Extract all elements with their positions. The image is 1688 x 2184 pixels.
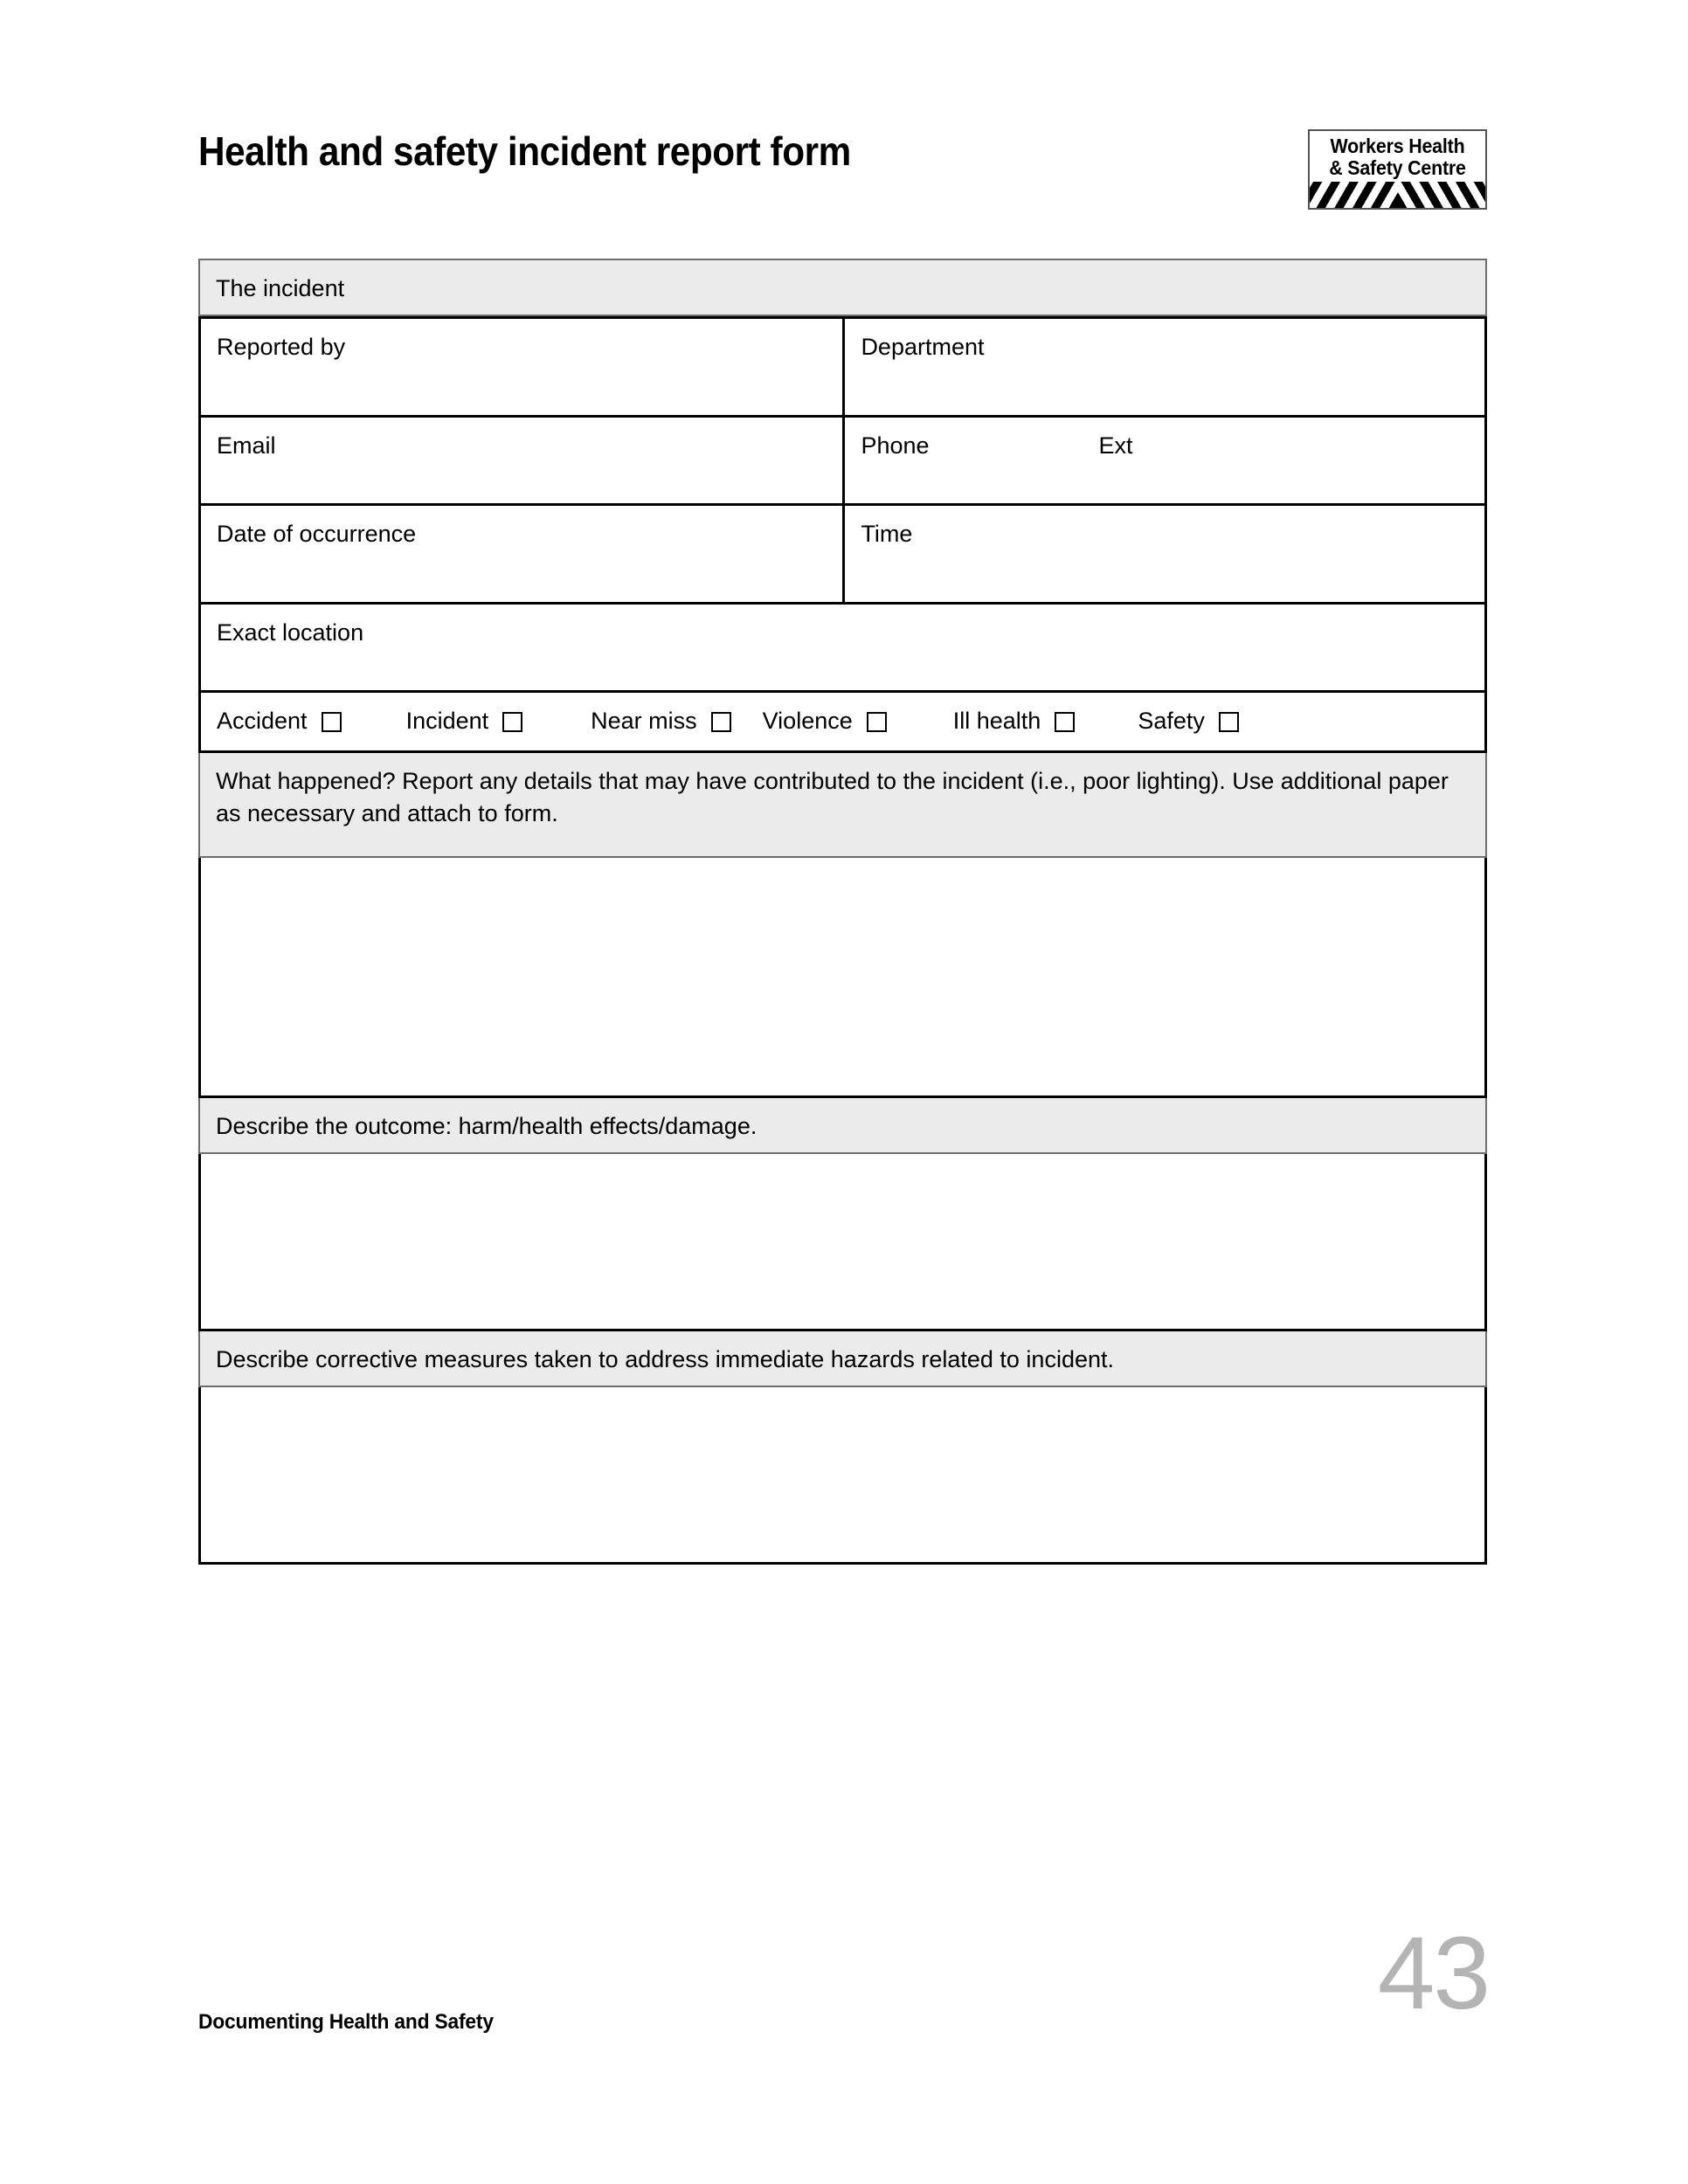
checkbox-accident-box[interactable] xyxy=(322,712,342,732)
row-date-time xyxy=(198,506,1487,605)
field-time[interactable]: Time xyxy=(861,521,913,547)
checkbox-safety[interactable] xyxy=(1138,705,1239,737)
checkbox-incident[interactable] xyxy=(406,705,523,737)
row-corrective-instruction xyxy=(198,1331,1487,1387)
checkbox-incident-box[interactable] xyxy=(502,712,522,732)
checkbox-violence-box[interactable] xyxy=(867,712,887,732)
row-email-phone xyxy=(198,418,1487,506)
incident-types-cell xyxy=(201,693,1484,750)
field-exact-location[interactable]: Exact location xyxy=(217,619,364,646)
hazard-stripes-left xyxy=(1310,182,1398,208)
field-email[interactable]: Email xyxy=(201,418,845,503)
checkbox-ill-health-box[interactable] xyxy=(1055,712,1075,732)
checkbox-near-miss[interactable] xyxy=(591,705,731,737)
instruction-corrective-measures: Describe corrective measures taken to address immediate hazards related to incident. xyxy=(216,1346,1114,1372)
logo-line-1: Workers Health xyxy=(1330,135,1465,157)
checkbox-violence-label: Violence xyxy=(762,708,853,735)
row-incident-types xyxy=(198,693,1487,753)
checkbox-safety-box[interactable] xyxy=(1219,712,1239,732)
checkbox-ill-health[interactable] xyxy=(953,705,1076,737)
section-header-the-incident: The incident xyxy=(216,275,345,301)
field-department[interactable]: Department xyxy=(861,334,985,360)
incident-report-form xyxy=(198,259,1487,1565)
incident-type-list xyxy=(201,693,1484,750)
row-reported-by-department xyxy=(198,316,1487,418)
row-exact-location xyxy=(198,605,1487,693)
checkbox-near-miss-label: Near miss xyxy=(591,708,697,735)
checkbox-violence[interactable] xyxy=(763,705,887,737)
phone-ext-line xyxy=(861,430,1469,462)
checkbox-incident-label: Incident xyxy=(405,708,489,735)
instruction-what-happened: What happened? Report any details that may have contributed to the incident (i.e., poor lighting). Use additional paper as necessary and attach to form. xyxy=(216,768,1449,827)
field-date-of-occurrence[interactable]: Date of occurrence xyxy=(201,506,845,602)
footer-section-label: Documenting Health and Safety xyxy=(198,2010,494,2034)
row-what-happened-instruction xyxy=(198,753,1487,858)
row-outcome-instruction xyxy=(198,1098,1487,1154)
answer-outcome[interactable] xyxy=(201,1154,1484,1329)
logo-text xyxy=(1316,135,1479,179)
answer-what-happened[interactable] xyxy=(201,858,1484,1095)
page-number: 43 xyxy=(1377,1916,1489,2031)
checkbox-ill-health-label: Ill health xyxy=(952,708,1041,735)
checkbox-near-miss-box[interactable] xyxy=(711,712,731,732)
page-title: Health and safety incident report form xyxy=(198,128,851,174)
field-ext-label: Ext xyxy=(1098,432,1133,459)
answer-corrective-measures[interactable] xyxy=(201,1387,1484,1562)
section-header-row xyxy=(198,259,1487,316)
instruction-outcome: Describe the outcome: harm/health effects/damage. xyxy=(216,1113,758,1139)
checkbox-safety-label: Safety xyxy=(1138,708,1205,735)
row-corrective-answer xyxy=(198,1387,1487,1565)
field-phone-label: Phone xyxy=(861,432,930,459)
checkbox-accident-label: Accident xyxy=(217,708,308,735)
row-what-happened-answer xyxy=(198,858,1487,1098)
page-header xyxy=(198,122,1487,227)
hazard-stripes-icon xyxy=(1310,182,1485,208)
logo-line-2: & Safety Centre xyxy=(1329,156,1466,179)
organization-logo xyxy=(1308,129,1487,210)
field-reported-by[interactable]: Reported by xyxy=(201,319,845,415)
field-phone-ext[interactable] xyxy=(845,418,1484,503)
checkbox-accident[interactable] xyxy=(217,705,342,737)
hazard-stripes-right xyxy=(1398,182,1486,208)
row-outcome-answer xyxy=(198,1154,1487,1331)
